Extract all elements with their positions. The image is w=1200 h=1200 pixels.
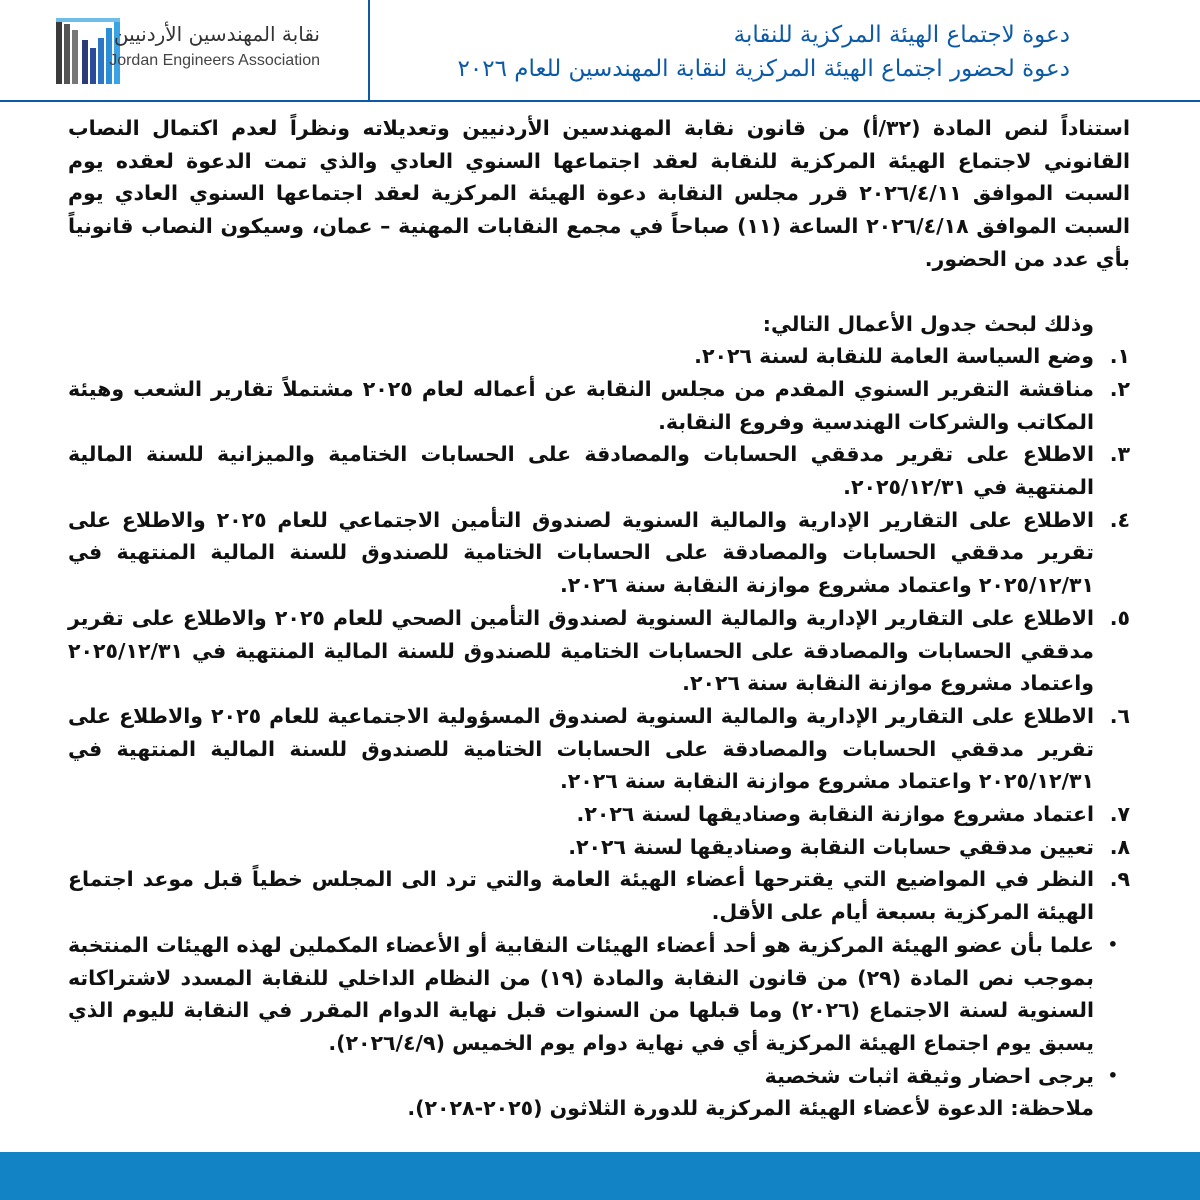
agenda-lead: وذلك لبحث جدول الأعمال التالي: [762, 311, 1094, 336]
agenda-item-text: وضع السياسة العامة للنقابة لسنة ٢٠٢٦. [694, 344, 1094, 369]
agenda-item [68, 504, 1130, 602]
bullet-icon: • [1107, 1065, 1118, 1085]
agenda-item-number: ٢. [1109, 376, 1130, 401]
footer-bar [0, 1152, 1200, 1200]
document-body [68, 112, 1130, 1125]
agenda-item-number: ٩. [1109, 867, 1130, 892]
note-text: يرجى احضار وثيقة اثبات شخصية [764, 1063, 1094, 1088]
agenda-item-number: ٦. [1109, 703, 1130, 728]
agenda-list [68, 340, 1130, 929]
agenda-item-text: اعتماد مشروع موازنة النقابة وصناديقها لسنة ٢٠٢٦. [576, 802, 1094, 827]
notes-list [68, 929, 1130, 1093]
agenda-item [68, 373, 1130, 438]
agenda-item-number: ٥. [1109, 605, 1130, 630]
agenda-item-text: الاطلاع على التقارير الإدارية والمالية السنوية لصندوق المسؤولية الاجتماعية للعام ٢٠٢٥ والاطلاع على تقرير مدققي الحسابات والمصادقة على الحسابات الختامية للصندوق للسنة المالية المنتهية في ٢٠٢٥/١٢/٣١ واعتماد مشروع موازنة النقابة سنة ٢٠٢٦. [68, 703, 1094, 794]
page-title: دعوة لاجتماع الهيئة المركزية للنقابة [733, 22, 1070, 48]
agenda-item-number: ٣. [1109, 442, 1130, 467]
bullet-icon: • [1107, 934, 1118, 954]
header-titles [458, 18, 1070, 86]
agenda-item [68, 340, 1130, 373]
agenda-item-number: ٨. [1109, 834, 1130, 859]
agenda-item [68, 438, 1130, 503]
agenda-item-number: ٧. [1109, 802, 1130, 827]
note-text: علما بأن عضو الهيئة المركزية هو أحد أعضاء الهيئات النقابية أو الأعضاء المكملين لهذه الهيئات المنتخبة بموجب نص المادة (٢٩) من قانون النقابة والمادة (١٩) من النظام الداخلي للنقابة المسدد لاشتراكاته السنوية لسنة الاجتماع (٢٠٢٦) وما قبلها من السنوات قبل نهاية الدوام المقرر في النقابة لليوم الذي يسبق يوم اجتماع الهيئة المركزية أي في نهاية دوام يوم الخميس (٢٠٢٦/٤/٩). [68, 932, 1094, 1055]
page-subtitle: دعوة لحضور اجتماع الهيئة المركزية لنقابة المهندسين للعام ٢٠٢٦ [457, 56, 1070, 82]
agenda-item-text: الاطلاع على تقرير مدققي الحسابات والمصادقة على الحسابات الختامية والميزانية للسنة المالية المنتهية في ٢٠٢٥/١٢/٣١. [68, 442, 1094, 500]
logo-name-en: Jordan Engineers Association [109, 52, 320, 69]
header [0, 0, 1200, 102]
final-note: ملاحظة: الدعوة لأعضاء الهيئة المركزية للدورة الثلاثون (٢٠٢٥-٢٠٢٨). [407, 1096, 1094, 1121]
agenda-item-text: مناقشة التقرير السنوي المقدم من مجلس النقابة عن أعماله لعام ٢٠٢٥ مشتملاً تقارير الشعب وهيئة المكاتب والشركات الهندسية وفروع النقابة. [68, 376, 1094, 434]
agenda-item [68, 700, 1130, 798]
logo-name-ar: نقابة المهندسين الأردنيين [113, 22, 320, 46]
agenda-item-number: ١. [1109, 344, 1130, 369]
agenda-item [68, 798, 1130, 831]
note-item [68, 929, 1118, 1060]
agenda-item-text: الاطلاع على التقارير الإدارية والمالية السنوية لصندوق التأمين الاجتماعي للعام ٢٠٢٥ والاطلاع على تقرير مدققي الحسابات والمصادقة على الحسابات الختامية للصندوق للسنة المالية المنتهية في ٢٠٢٥/١٢/٣١ واعتماد مشروع موازنة النقابة سنة ٢٠٢٦. [68, 507, 1094, 598]
logo-area [0, 0, 370, 100]
agenda-item [68, 863, 1130, 928]
agenda-item-text: النظر في المواضيع التي يقترحها أعضاء الهيئة العامة والتي ترد الى المجلس خطياً قبل موعد اجتماع الهيئة المركزية بسبعة أيام على الأقل. [68, 867, 1094, 925]
agenda-item-text: الاطلاع على التقارير الإدارية والمالية السنوية لصندوق التأمين الصحي للعام ٢٠٢٥ والاطلاع على تقرير مدققي الحسابات والمصادقة على الحسابات الختامية للصندوق للسنة المالية المنتهية في ٢٠٢٥/١٢/٣١ واعتماد مشروع موازنة النقابة سنة ٢٠٢٦. [68, 605, 1094, 696]
agenda-item-text: تعيين مدققي حسابات النقابة وصناديقها لسنة ٢٠٢٦. [568, 834, 1094, 859]
agenda-item [68, 602, 1130, 700]
agenda-item [68, 831, 1130, 864]
note-item [68, 1060, 1118, 1093]
intro-paragraph: استناداً لنص المادة (٣٢/أ) من قانون نقابة المهندسين الأردنيين وتعديلاته ونظراً لعدم اكتمال النصاب القانوني لاجتماع الهيئة المركزية للنقابة لعقد اجتماعها السنوي العادي والذي تمت الدعوة لعقده يوم السبت الموافق ٢٠٢٦/٤/١١ قرر مجلس النقابة دعوة الهيئة المركزية لعقد اجتماعها السنوي العادي يوم السبت الموافق ٢٠٢٦/٤/١٨ الساعة (١١) صباحاً في مجمع النقابات المهنية – عمان، وسيكون النصاب قانونياً بأي عدد من الحضور. [68, 116, 1130, 271]
agenda-item-number: ٤. [1109, 507, 1130, 532]
